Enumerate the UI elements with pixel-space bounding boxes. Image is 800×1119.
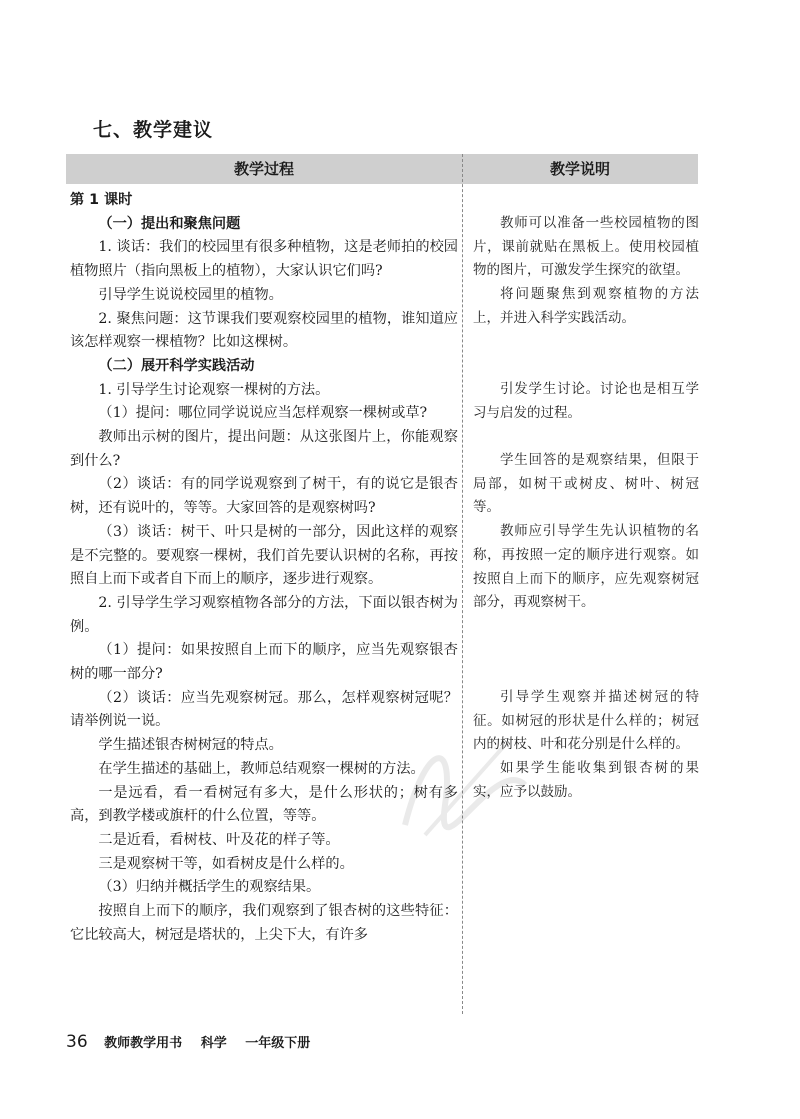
process-paragraph: （1）提问：哪位同学说说应当怎样观察一棵树或草? bbox=[98, 405, 428, 422]
note-paragraph: 教师应引导学生先认识植物的名称，再按照一定的顺序进行观察。如按照自上而下的顺序，应先观察树冠部分，再观察树干。 bbox=[473, 523, 699, 611]
column-divider bbox=[462, 154, 463, 1014]
note-paragraph: 将问题聚焦到观察植物的方法上，并进入科学实践活动。 bbox=[473, 286, 699, 326]
process-paragraph: （2）谈话：有的同学说观察到了树干，有的说它是银杏树，还有说叶的，等等。大家回答的是观察树吗? bbox=[70, 476, 458, 517]
subject-name: 科学 bbox=[200, 1036, 227, 1051]
header-teaching-notes: 教学说明 bbox=[549, 160, 610, 178]
process-paragraph: 1. 谈话：我们的校园里有很多种植物，这是老师拍的校园植物照片（指向黑板上的植物），大家认识它们吗? bbox=[70, 239, 458, 280]
process-paragraph: 学生描述银杏树树冠的特点。 bbox=[98, 737, 283, 754]
process-paragraph: （一）提出和聚焦问题 bbox=[98, 215, 241, 232]
note-paragraph: 如果学生能收集到银杏树的果实，应予以鼓励。 bbox=[473, 760, 699, 800]
process-paragraph: 在学生描述的基础上，教师总结观察一棵树的方法。 bbox=[98, 760, 425, 777]
process-paragraph: 2. 引导学生学习观察植物各部分的方法，下面以银杏树为例。 bbox=[70, 594, 458, 635]
process-paragraph: 教师出示树的图片，提出问题：从这张图片上，你能观察到什么? bbox=[70, 429, 458, 469]
note-paragraph: 引导学生观察并描述树冠的特征。如树冠的形状是什么样的；树冠内的树枝、叶和花分别是什么样的。 bbox=[473, 689, 699, 753]
table-header bbox=[66, 154, 698, 184]
process-paragraph: （2）谈话：应当先观察树冠。那么，怎样观察树冠呢？请举例说一说。 bbox=[70, 689, 458, 730]
process-paragraph: 按照自上而下的顺序，我们观察到了银杏树的这些特征：它比较高大，树冠是塔状的，上尖下大，有许多 bbox=[70, 903, 458, 943]
process-paragraph: 2. 聚焦问题：这节课我们要观察校园里的植物，谁知道应该怎样观察一棵植物？比如这棵树。 bbox=[70, 310, 458, 351]
watermark-logo bbox=[385, 725, 545, 845]
process-paragraph: （3）归纳并概括学生的观察结果。 bbox=[98, 879, 321, 896]
grade-name: 一年级下册 bbox=[245, 1036, 311, 1051]
page-number: 36 bbox=[66, 1032, 88, 1052]
note-paragraph: 教师可以准备一些校园植物的图片，课前就贴在黑板上。使用校园植物的图片，可激发学生探究的欲望。 bbox=[473, 215, 699, 279]
process-paragraph: （3）谈话：树干、叶只是树的一部分，因此这样的观察是不完整的。要观察一棵树，我们首先要认识树的名称，再按照自上而下或者自下而上的顺序，逐步进行观察。 bbox=[70, 523, 458, 588]
process-paragraph: 二是近看，看树枝、叶及花的样子等。 bbox=[98, 831, 340, 848]
process-paragraph: （1）提问：如果按照自上而下的顺序，应当先观察银杏树的哪一部分? bbox=[70, 642, 458, 683]
note-paragraph: 学生回答的是观察结果，但限于局部，如树干或树皮、树叶、树冠等。 bbox=[473, 452, 699, 516]
page-footer bbox=[66, 1032, 324, 1052]
header-teaching-process: 教学过程 bbox=[233, 160, 294, 178]
book-title: 教师教学用书 bbox=[104, 1036, 183, 1051]
process-paragraph: 1. 引导学生讨论观察一棵树的方法。 bbox=[98, 381, 330, 398]
process-paragraph: 第 1 课时 bbox=[70, 192, 133, 208]
process-paragraph: 引导学生说说校园里的植物。 bbox=[98, 286, 283, 303]
note-paragraph: 引发学生讨论。讨论也是相互学习与启发的过程。 bbox=[473, 380, 699, 421]
teaching-notes-column bbox=[473, 212, 699, 805]
process-paragraph: 一是远看，看一看树冠有多大，是什么形状的；树有多高，到教学楼或旗杆的什么位置，等等。 bbox=[70, 784, 458, 825]
process-paragraph: （二）展开科学实践活动 bbox=[98, 357, 255, 374]
process-paragraph: 三是观察树干等，如看树皮是什么样的。 bbox=[98, 855, 354, 872]
section-title: 七、教学建议 bbox=[93, 119, 214, 141]
